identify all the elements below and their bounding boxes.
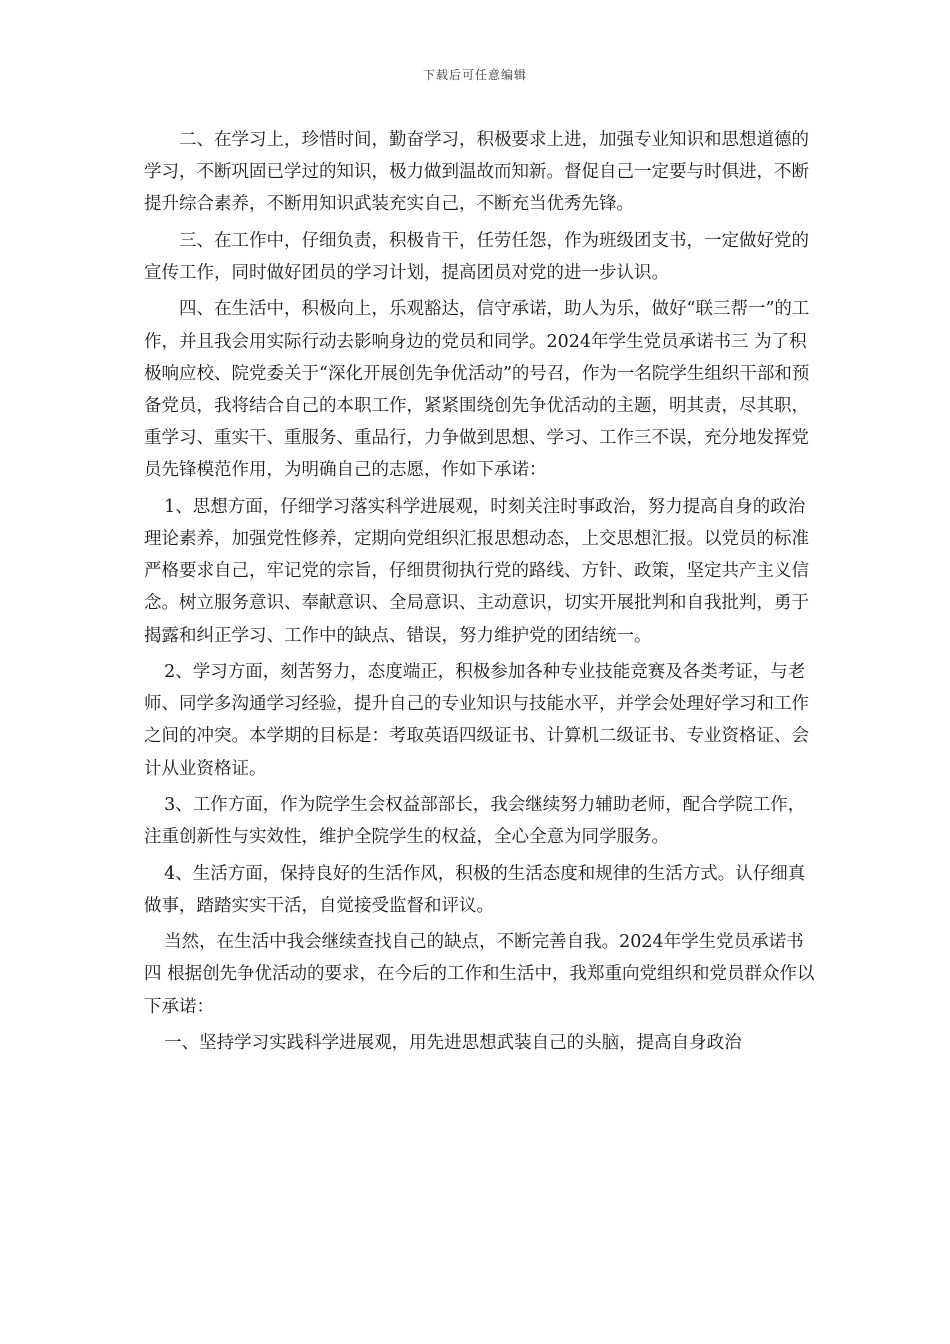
paragraph-conclusion: 当然，在生活中我会继续查找自己的缺点，不断完善自我。2024年学生党员承诺书四 根据创先争优活动的要求，在今后的工作和生活中，我郑重向党组织和党员群众作以下承诺：	[144, 932, 815, 1017]
paragraph-living: 4、生活方面，保持良好的生活作风，积极的生活态度和规律的生活方式。认仔细真做事，踏踏实实干活，自觉接受监督和评议。	[144, 863, 806, 916]
paragraph-study: 二、在学习上，珍惜时间，勤奋学习，积极要求上进，加强专业知识和思想道德的学习，不断巩固已学过的知识，极力做到温故而知新。督促自己一定要与时俱进，不断提升综合素养，不断用知识武装充实自己，不断充当优秀先锋。	[144, 130, 809, 215]
paragraph-job: 3、工作方面，作为院学生会权益部部长，我会继续努力辅助老师，配合学院工作，注重创新性与实效性，维护全院学生的权益，全心全意为同学服务。	[144, 795, 806, 848]
paragraph-work: 三、在工作中，仔细负责，积极肯干，任劳任怨，作为班级团支书，一定做好党的宣传工作，同时做好团员的学习计划，提高团员对党的进一步认识。	[144, 230, 809, 283]
paragraph-learning: 2、学习方面，刻苦努力，态度端正，积极参加各种专业技能竞赛及各类考证，与老师、同学多沟通学习经验，提升自己的专业知识与技能水平，并学会处理好学习和工作之间的冲突。本学期的目标是：考取英语四级证书、计算机二级证书、专业资格证、会计从业资格证。	[144, 662, 809, 779]
paragraph-thought: 1、思想方面，仔细学习落实科学进展观，时刻关注时事政治，努力提高自身的政治理论素养，加强党性修养，定期向党组织汇报思想动态，上交思想汇报。以党员的标准严格要求自己，牢记党的宗旨，仔细贯彻执行党的路线、方针、政策，坚定共产主义信念。树立服务意识、奉献意识、全局意识、主动意识，切实开展批判和自我批判，勇于揭露和纠正学习、工作中的缺点、错误，努力维护党的团结统一。	[144, 496, 809, 646]
paragraph-pledge-one: 一、坚持学习实践科学进展观，用先进思想武装自己的头脑，提高自身政治	[164, 1032, 742, 1053]
page-header-note: 下载后可任意编辑	[422, 68, 527, 82]
paragraph-life: 四、在生活中，积极向上，乐观豁达，信守承诺，助人为乐，做好“联三帮一”的工作，并且我会用实际行动去影响身边的党员和同学。2024年学生党员承诺书三 为了积极响应校、院党委关于“深化开展创先争优活动”的号召，作为一名院学生组织干部和预备党员，我将结合自己的本职工作，紧紧围绕创先争优活动的主题，明其责，尽其职，重学习、重实干、重服务、重品行，力争做到思想、学习、工作三不误，充分地发挥党员先锋模范作用，为明确自己的志愿，作如下承诺：	[144, 299, 810, 481]
document-body	[144, 124, 820, 1063]
